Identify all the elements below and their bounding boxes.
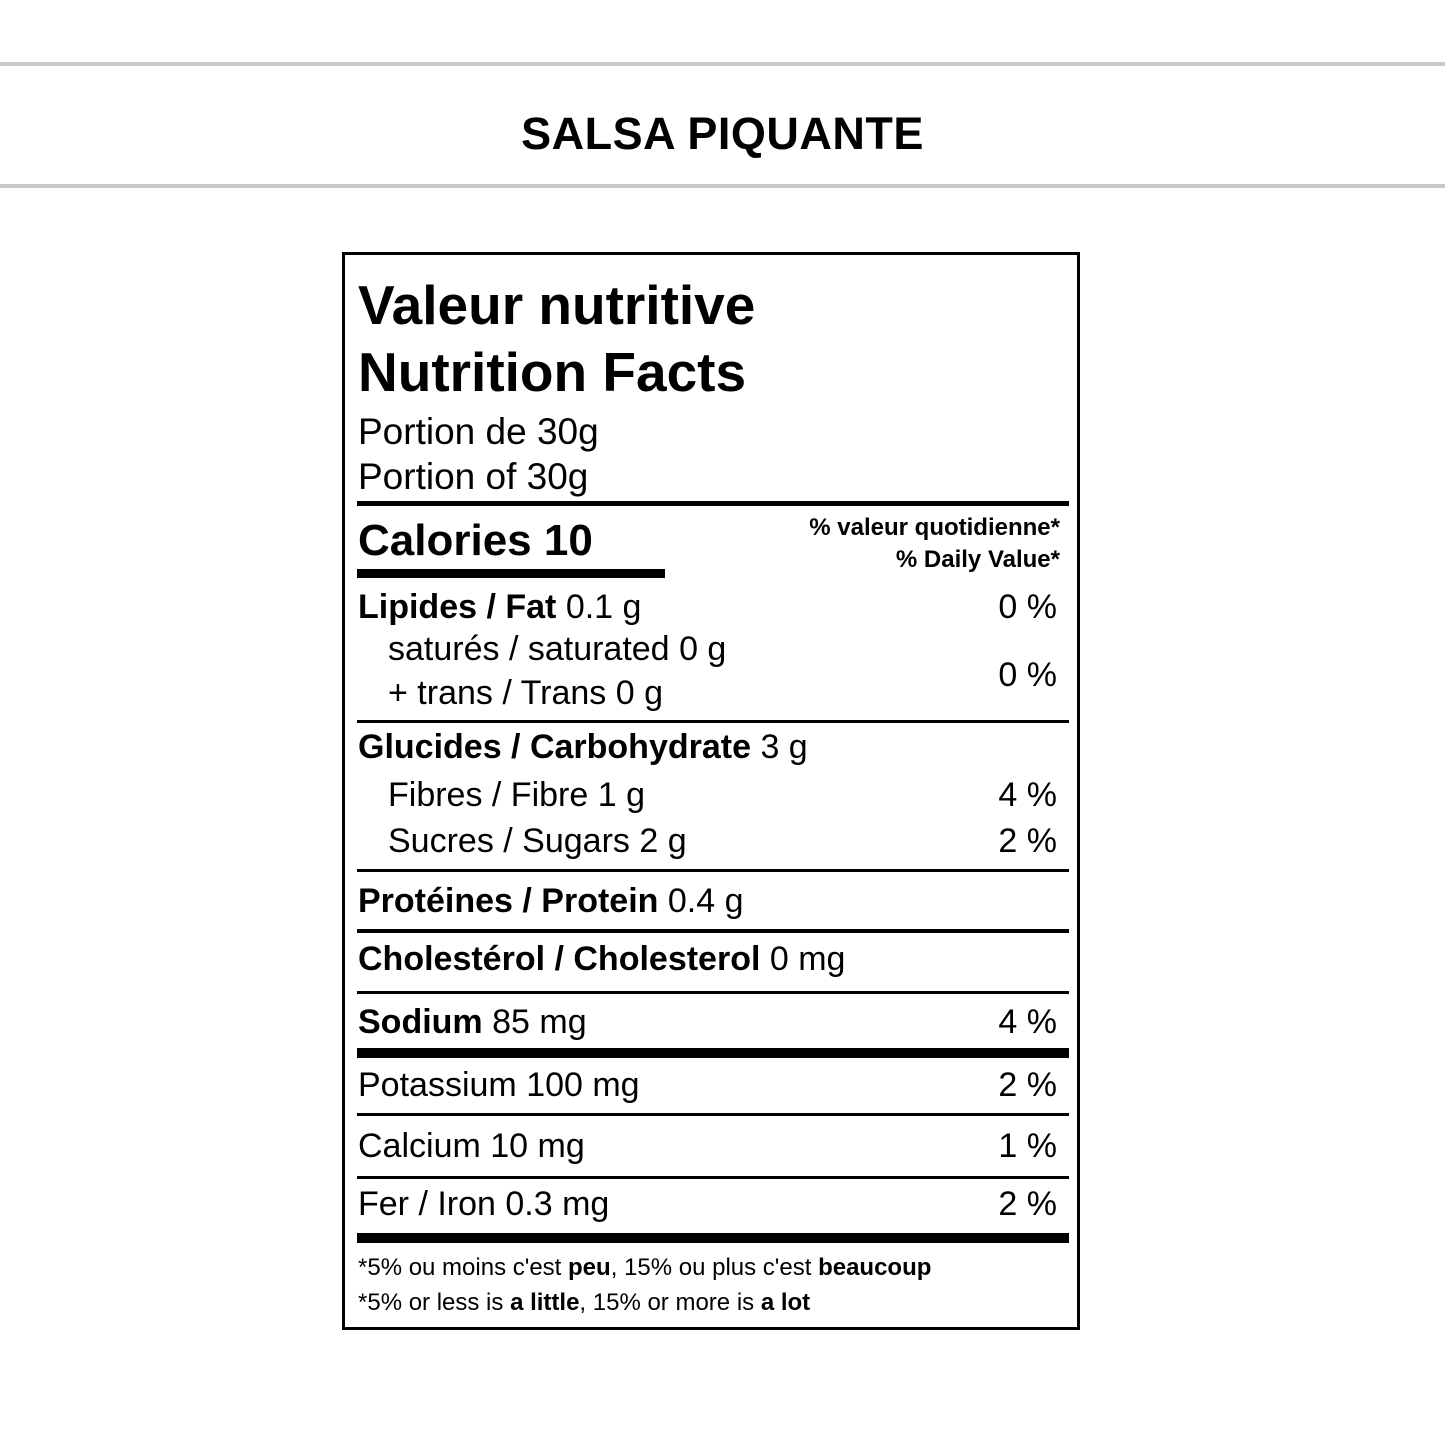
carbohydrate-amount: 3 g: [760, 728, 808, 766]
sugars-row: [388, 820, 687, 862]
rule-below-portion: [357, 501, 1069, 506]
potassium-amount: 100 mg: [526, 1066, 640, 1104]
iron-row: [358, 1183, 609, 1225]
rule-below-carbohydrate: [357, 869, 1069, 872]
rule-below-sodium-thick: [357, 1048, 1069, 1058]
calcium-row: [358, 1125, 585, 1167]
cholesterol-amount: 0 mg: [769, 940, 846, 978]
cholesterol-row: [358, 938, 845, 980]
trans-row: [388, 672, 663, 714]
cholesterol-label: Cholestérol / Cholesterol: [358, 940, 761, 978]
saturated-label: saturés / saturated: [388, 630, 670, 668]
calories-label: Calories: [358, 516, 532, 565]
iron-amount: 0.3 mg: [505, 1185, 610, 1223]
trans-label: + trans / Trans: [388, 674, 607, 712]
potassium-row: [358, 1064, 640, 1106]
rule-below-fat: [357, 720, 1069, 723]
footnote-english-bold-2: a lot: [760, 1289, 811, 1316]
product-title: SALSA PIQUANTE: [521, 108, 924, 159]
portion-english: Portion of 30g: [358, 456, 589, 497]
trans-amount: 0 g: [615, 674, 663, 712]
heading-english: Nutrition Facts: [358, 341, 747, 403]
potassium-daily-value: 2 %: [998, 1066, 1057, 1104]
fibre-daily-value: 4 %: [998, 776, 1057, 814]
saturated-trans-daily-value: 0 %: [998, 656, 1057, 694]
rule-below-potassium: [357, 1113, 1069, 1116]
calcium-daily-value: 1 %: [998, 1127, 1057, 1165]
calcium-amount: 10 mg: [490, 1127, 585, 1165]
footnote-french-bold-2: beaucoup: [818, 1254, 932, 1281]
protein-label: Protéines / Protein: [358, 882, 659, 920]
protein-amount: 0.4 g: [667, 882, 744, 920]
rule-above-footnote-thick: [357, 1233, 1069, 1243]
sugars-daily-value: 2 %: [998, 822, 1057, 860]
daily-value-header-french: % valeur quotidienne*: [809, 514, 1060, 541]
fat-row: [358, 586, 641, 628]
fat-daily-value: 0 %: [998, 588, 1057, 626]
sodium-amount: 85 mg: [492, 1003, 587, 1041]
heading-french: Valeur nutritive: [358, 274, 756, 336]
saturated-amount: 0 g: [679, 630, 727, 668]
carbohydrate-label: Glucides / Carbohydrate: [358, 728, 751, 766]
nutrition-facts-label: [342, 252, 1080, 1330]
fibre-label: Fibres / Fibre: [388, 776, 589, 814]
footnote-english-text-2: , 15% or more is: [579, 1289, 761, 1316]
top-divider: [0, 62, 1445, 66]
saturated-row: [388, 628, 726, 670]
rule-below-protein: [357, 929, 1069, 933]
sugars-label: Sucres / Sugars: [388, 822, 630, 860]
footnote-english: [358, 1288, 810, 1318]
footnote-english-text-1: *5% or less is: [358, 1289, 511, 1316]
footnote-french-text-2: , 15% ou plus c'est: [610, 1254, 819, 1281]
fat-amount: 0.1 g: [565, 588, 642, 626]
potassium-label: Potassium: [358, 1066, 517, 1104]
sodium-daily-value: 4 %: [998, 1003, 1057, 1041]
rule-below-calcium: [357, 1176, 1069, 1179]
sodium-label: Sodium: [358, 1003, 483, 1041]
footnote-french-bold-1: peu: [568, 1254, 611, 1281]
carbohydrate-row: [358, 726, 808, 768]
fat-label: Lipides / Fat: [358, 588, 557, 626]
sodium-row: [358, 1001, 587, 1043]
footnote-english-bold-1: a little: [510, 1289, 580, 1316]
footnote-french-text-1: *5% ou moins c'est: [358, 1254, 569, 1281]
title-divider: [0, 184, 1445, 188]
calories-line: [358, 515, 593, 567]
iron-label: Fer / Iron: [358, 1185, 496, 1223]
calories-value: 10: [543, 516, 593, 565]
calories-underline: [357, 569, 665, 578]
daily-value-header-english: % Daily Value*: [895, 546, 1060, 573]
footnote-french: [358, 1253, 931, 1283]
rule-below-cholesterol: [357, 991, 1069, 994]
iron-daily-value: 2 %: [998, 1185, 1057, 1223]
sugars-amount: 2 g: [639, 822, 687, 860]
calcium-label: Calcium: [358, 1127, 481, 1165]
protein-row: [358, 880, 743, 922]
fibre-amount: 1 g: [597, 776, 645, 814]
fibre-row: [388, 774, 645, 816]
portion-french: Portion de 30g: [358, 411, 599, 452]
